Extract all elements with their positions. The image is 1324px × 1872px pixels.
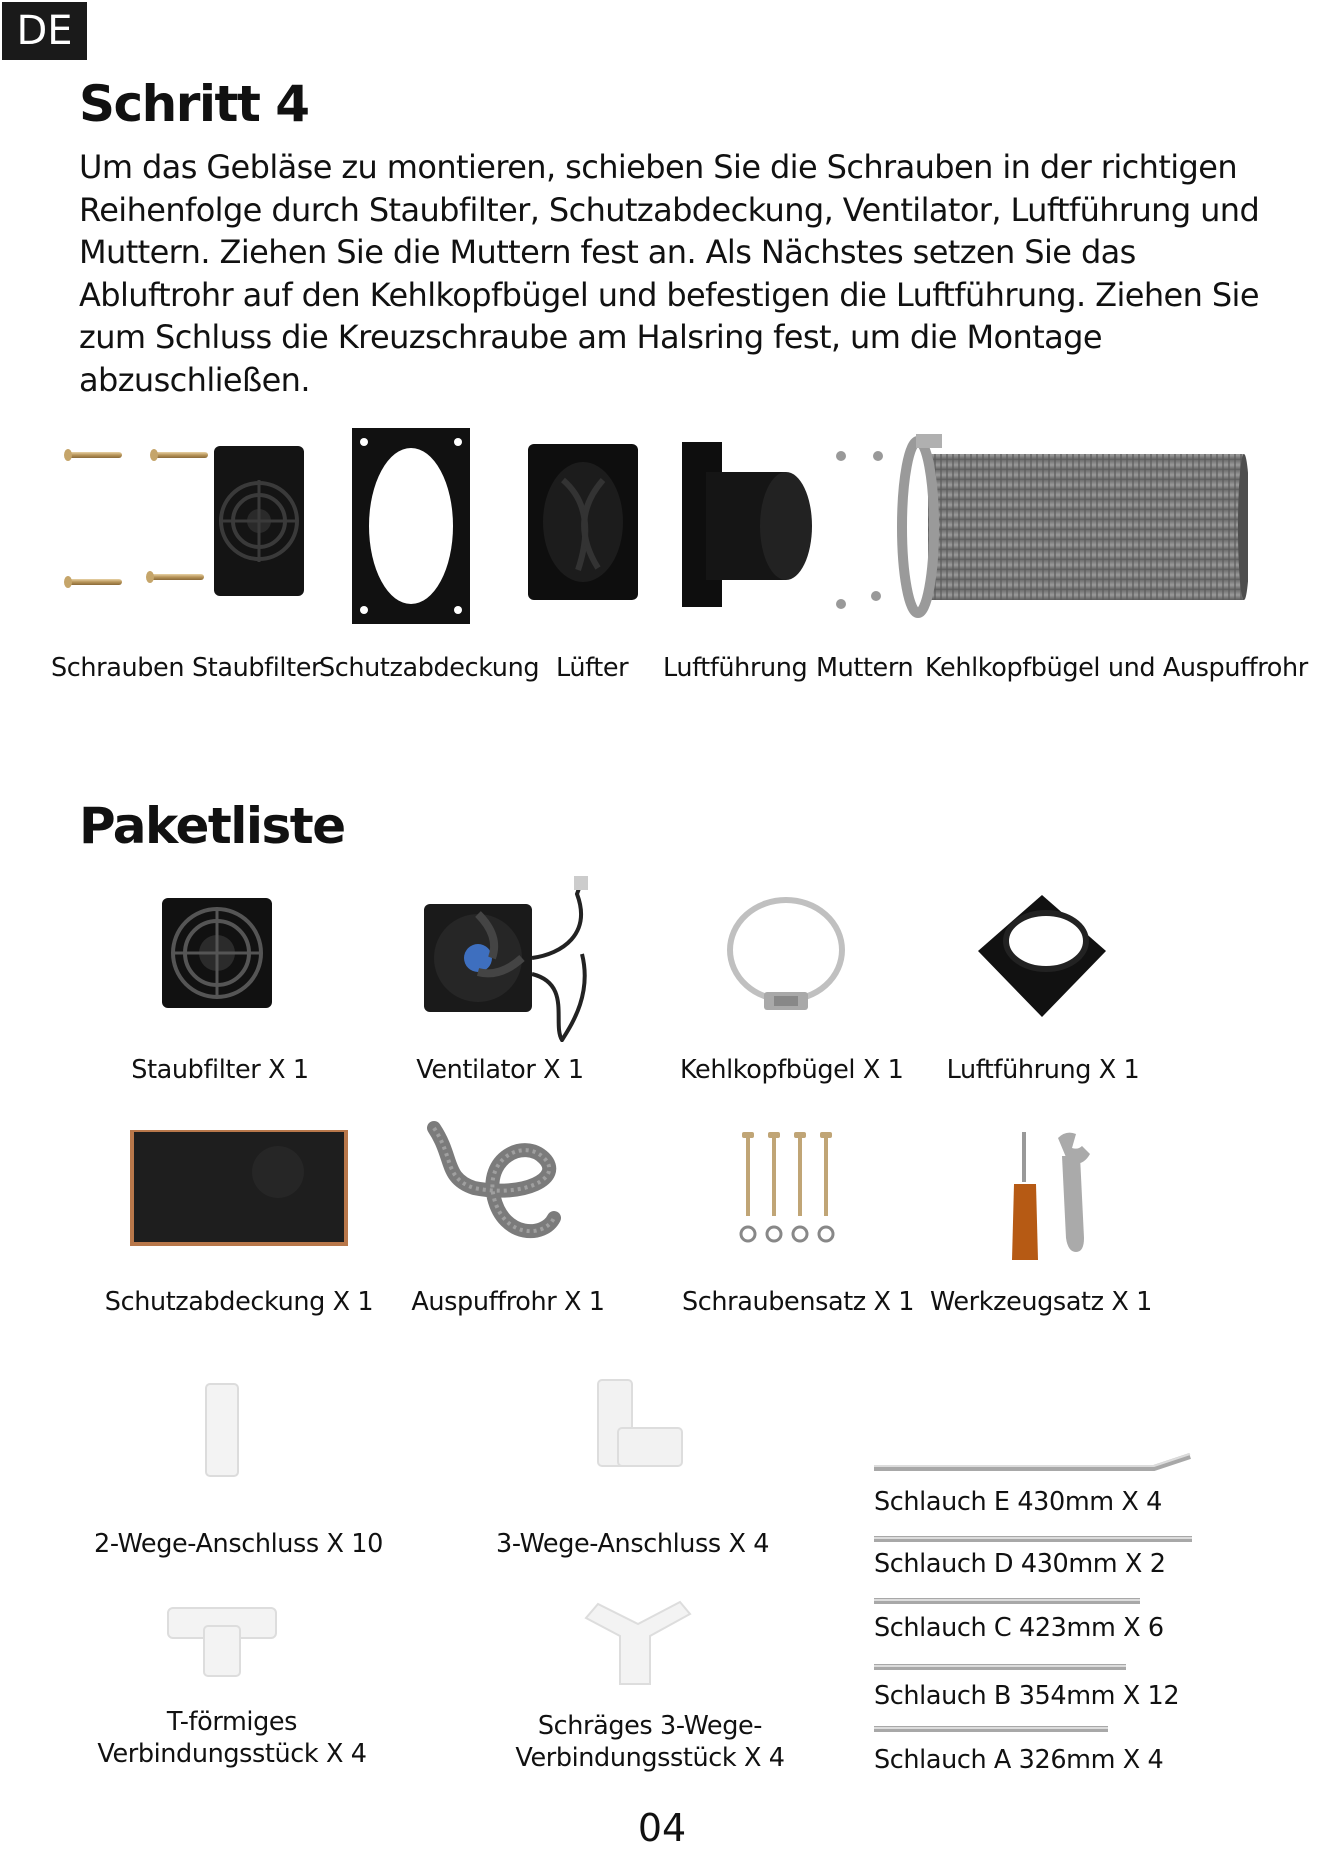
- dust-filter-icon: [160, 896, 274, 1010]
- item-label-clamp: Kehlkopfbügel X 1: [680, 1055, 904, 1085]
- item-label-three-way-connector: 3-Wege-Anschluss X 4: [496, 1529, 770, 1559]
- dust-filter-illustration: [214, 446, 304, 596]
- item-label-fan: Ventilator X 1: [416, 1055, 584, 1085]
- item-label-oblique-connector-line2: Verbindungsstück X 4: [515, 1743, 785, 1773]
- tool-set-icon: [1006, 1128, 1096, 1262]
- hose-a-icon: [872, 1724, 1110, 1734]
- item-label-tool-set: Werkzeugsatz X 1: [930, 1287, 1152, 1317]
- hose-label-a: Schlauch A 326mm X 4: [874, 1745, 1164, 1775]
- fan-illustration: [528, 444, 638, 600]
- assembly-label-fan: Lüfter: [556, 653, 629, 683]
- instruction-line: Abluftrohr auf den Kehlkopfbügel und befestigen die Luftführung. Ziehen Sie: [79, 275, 1259, 314]
- fan-with-cable-icon: [422, 874, 602, 1042]
- item-label-screw-set: Schraubensatz X 1: [682, 1287, 915, 1317]
- nuts-illustration: [836, 451, 883, 609]
- assembly-label-air-duct: Luftführung: [663, 653, 808, 683]
- item-label-protective-cover: Schutzabdeckung X 1: [104, 1287, 374, 1317]
- assembly-label-protective-cover: Schutzabdeckung: [319, 653, 540, 683]
- screws-illustration: [64, 449, 208, 588]
- item-label-t-connector-line2: Verbindungsstück X 4: [97, 1739, 367, 1769]
- hose-label-b: Schlauch B 354mm X 12: [874, 1681, 1180, 1711]
- hose-c-icon: [872, 1596, 1142, 1606]
- assembly-label-clamp-hose: Kehlkopfbügel und Auspuffrohr: [925, 653, 1308, 683]
- hose-label-e: Schlauch E 430mm X 4: [874, 1487, 1163, 1517]
- t-shaped-connector-icon: [164, 1604, 280, 1680]
- item-label-air-duct: Luftführung X 1: [946, 1055, 1140, 1085]
- hose-e-icon: [872, 1452, 1194, 1472]
- instruction-line: Um das Gebläse zu montieren, schieben Sie die Schrauben in der richtigen: [79, 148, 1238, 186]
- hose-clamp-icon: [724, 892, 850, 1018]
- oblique-three-way-connector-icon: [580, 1600, 696, 1688]
- hose-label-c: Schlauch C 423mm X 6: [874, 1613, 1164, 1643]
- item-label-t-connector-line1: T-förmiges: [166, 1707, 298, 1737]
- item-label-oblique-connector-line1: Schräges 3-Wege-: [537, 1711, 763, 1741]
- step-title: Schritt 4: [79, 75, 309, 133]
- screw-set-icon: [738, 1128, 838, 1246]
- two-way-connector-icon: [202, 1382, 242, 1478]
- language-badge: DE: [2, 2, 87, 60]
- instruction-line: Reihenfolge durch Staubfilter, Schutzabdeckung, Ventilator, Luftführung und: [79, 190, 1260, 229]
- page-number: 04: [637, 1806, 687, 1850]
- protective-cover-illustration: [352, 428, 470, 624]
- hose-b-icon: [872, 1662, 1128, 1672]
- assembly-label-screws: Schrauben: [51, 653, 185, 683]
- three-way-connector-icon: [594, 1376, 686, 1472]
- instruction-line: abzuschließen.: [79, 360, 310, 399]
- hose-label-d: Schlauch D 430mm X 2: [874, 1549, 1166, 1579]
- instruction-line: zum Schluss die Kreuzschraube am Halsring fest, um die Montage: [79, 318, 1102, 356]
- item-label-two-way-connector: 2-Wege-Anschluss X 10: [94, 1529, 383, 1559]
- package-list-title: Paketliste: [79, 797, 345, 855]
- item-label-exhaust-hose: Auspuffrohr X 1: [411, 1287, 605, 1317]
- assembly-label-dust-filter: Staubfilter: [192, 653, 322, 683]
- protective-cover-icon: [128, 1128, 350, 1248]
- hose-d-icon: [872, 1534, 1194, 1544]
- clamp-and-hose-illustration: [902, 434, 1248, 613]
- instruction-line: Muttern. Ziehen Sie die Muttern fest an. Als Nächstes setzen Sie das: [79, 233, 1136, 271]
- assembly-label-nuts: Muttern: [816, 653, 914, 683]
- exhaust-hose-icon: [424, 1118, 574, 1248]
- item-label-dust-filter: Staubfilter X 1: [131, 1055, 309, 1085]
- assembly-exploded-view: [58, 420, 1248, 635]
- air-duct-illustration: [682, 442, 812, 607]
- step-instructions: [79, 146, 1269, 401]
- air-duct-icon: [976, 893, 1108, 1019]
